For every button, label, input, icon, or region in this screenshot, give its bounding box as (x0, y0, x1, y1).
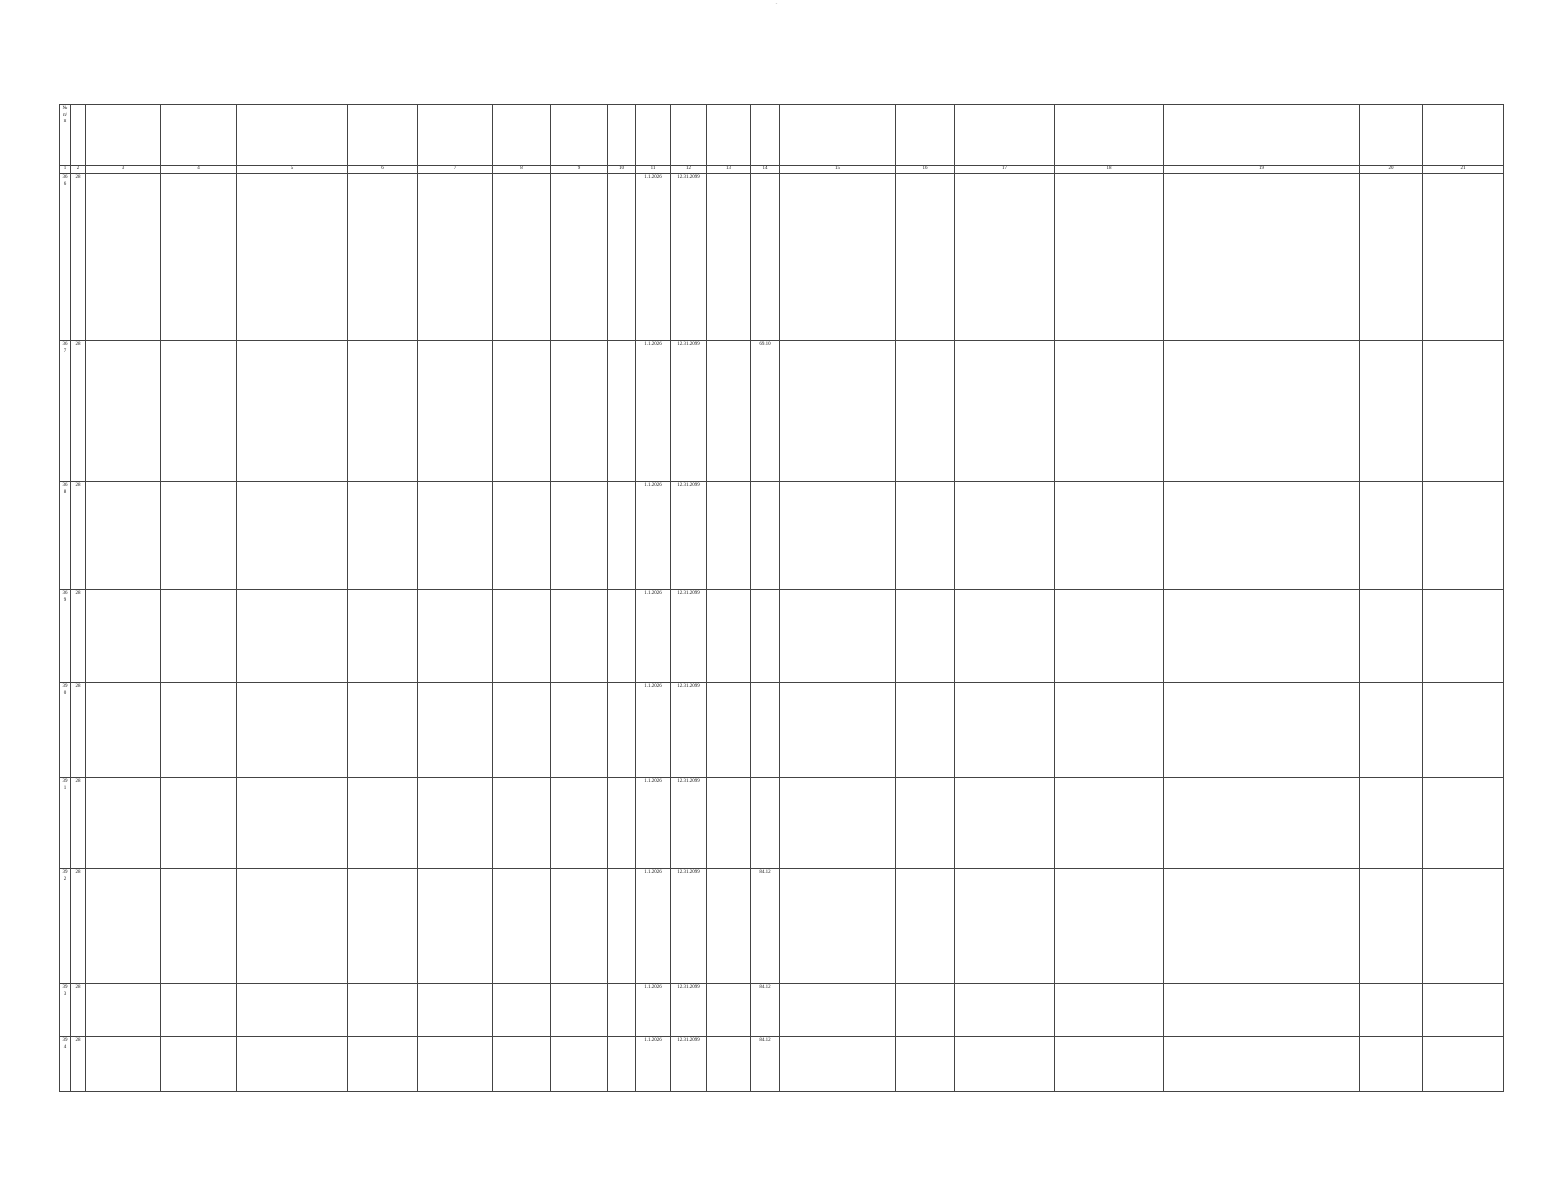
header-cell (551, 105, 608, 166)
table-cell (1423, 778, 1504, 869)
table-cell: 12.31.2099 (671, 174, 707, 341)
table-cell: 12.31.2099 (671, 869, 707, 984)
table-cell (1055, 869, 1164, 984)
header-cell (161, 105, 237, 166)
table-cell (780, 341, 896, 482)
table-cell (780, 869, 896, 984)
table-cell (1360, 984, 1423, 1037)
table-cell (348, 683, 418, 778)
table-cell (1164, 778, 1360, 869)
table-cell (237, 1037, 348, 1092)
table-cell (955, 683, 1055, 778)
table-cell (608, 341, 636, 482)
table-cell (1164, 869, 1360, 984)
table-cell (780, 683, 896, 778)
table-cell (348, 590, 418, 683)
table-cell: 1.1.2026 (636, 341, 671, 482)
table-cell (896, 869, 955, 984)
table-cell (493, 869, 551, 984)
table-cell (86, 174, 161, 341)
table-cell (1164, 341, 1360, 482)
table-cell (955, 1037, 1055, 1092)
column-number-row (60, 166, 1504, 174)
table-cell: 12.31.2099 (671, 683, 707, 778)
table-cell (751, 778, 780, 869)
table-cell: 391 (60, 778, 71, 869)
table-cell (493, 482, 551, 590)
table-cell (493, 341, 551, 482)
table-cell (1055, 683, 1164, 778)
table-cell: 368 (60, 482, 71, 590)
table-cell: 28 (71, 174, 86, 341)
column-number-cell: 15 (780, 166, 896, 174)
table-cell (348, 341, 418, 482)
table-cell (551, 174, 608, 341)
table-cell (1360, 683, 1423, 778)
table-cell: 28 (71, 482, 86, 590)
table-cell (780, 174, 896, 341)
header-cell (1360, 105, 1423, 166)
table-cell (780, 984, 896, 1037)
table-cell (418, 590, 493, 683)
page-mark: - (775, 2, 778, 7)
table-cell (493, 683, 551, 778)
table-cell (418, 869, 493, 984)
table-cell (161, 869, 237, 984)
table-cell (551, 683, 608, 778)
table-cell (751, 590, 780, 683)
table-cell: 1.1.2026 (636, 174, 671, 341)
table-row (60, 341, 1504, 482)
table-cell (237, 174, 348, 341)
table-cell: 28 (71, 590, 86, 683)
table-cell (608, 174, 636, 341)
table-cell: 28 (71, 341, 86, 482)
table-cell: 1.1.2026 (636, 482, 671, 590)
table-cell (780, 590, 896, 683)
table-cell (1360, 1037, 1423, 1092)
table-cell (348, 869, 418, 984)
column-number-cell: 6 (348, 166, 418, 174)
table-cell (237, 984, 348, 1037)
table-cell (707, 984, 751, 1037)
registry-table (59, 104, 1504, 1092)
table-cell (1055, 341, 1164, 482)
header-cell (1055, 105, 1164, 166)
table-cell (896, 341, 955, 482)
header-cell (493, 105, 551, 166)
table-cell: 12.31.2099 (671, 778, 707, 869)
table-cell: 28 (71, 869, 86, 984)
column-number-cell: 14 (751, 166, 780, 174)
table-cell: 84.12 (751, 1037, 780, 1092)
table-cell (896, 174, 955, 341)
table-cell: 392 (60, 869, 71, 984)
table-cell (86, 778, 161, 869)
table-cell (551, 778, 608, 869)
header-cell (780, 105, 896, 166)
table-cell (707, 683, 751, 778)
table-cell (1360, 869, 1423, 984)
table-cell (1360, 590, 1423, 683)
header-cell (1423, 105, 1504, 166)
table-cell (418, 984, 493, 1037)
table-cell (896, 778, 955, 869)
table-cell: 12.31.2099 (671, 984, 707, 1037)
table-cell (1055, 174, 1164, 341)
table-cell (608, 778, 636, 869)
table-row (60, 174, 1504, 341)
table-cell (161, 482, 237, 590)
column-number-cell: 2 (71, 166, 86, 174)
header-cell (1164, 105, 1360, 166)
column-number-cell: 5 (237, 166, 348, 174)
table-cell: 12.31.2099 (671, 590, 707, 683)
table-cell (1360, 174, 1423, 341)
header-cell (418, 105, 493, 166)
table-cell (707, 590, 751, 683)
table-cell: 12.31.2099 (671, 1037, 707, 1092)
table-cell (161, 174, 237, 341)
table-cell (1164, 174, 1360, 341)
table-body (60, 174, 1504, 1092)
column-number-cell: 11 (636, 166, 671, 174)
table-cell (86, 590, 161, 683)
header-cell (751, 105, 780, 166)
table-cell (955, 590, 1055, 683)
table-row (60, 869, 1504, 984)
column-number-cell: 3 (86, 166, 161, 174)
table-cell (707, 174, 751, 341)
column-number-cell: 1 (60, 166, 71, 174)
column-number-cell: 4 (161, 166, 237, 174)
table-cell (1055, 590, 1164, 683)
table-cell (348, 482, 418, 590)
table-cell: 1.1.2026 (636, 590, 671, 683)
table-cell (551, 984, 608, 1037)
column-number-cell: 17 (955, 166, 1055, 174)
table-cell (955, 984, 1055, 1037)
table-cell (86, 984, 161, 1037)
table-cell (608, 1037, 636, 1092)
table-cell (780, 778, 896, 869)
table-cell: 1.1.2026 (636, 683, 671, 778)
table-cell (161, 1037, 237, 1092)
table-row (60, 778, 1504, 869)
header-cell (71, 105, 86, 166)
table-cell: 12.31.2099 (671, 482, 707, 590)
table-cell (493, 590, 551, 683)
table-cell (1164, 683, 1360, 778)
header-cell (707, 105, 751, 166)
table-cell (896, 482, 955, 590)
table-cell: 393 (60, 984, 71, 1037)
table-cell (707, 1037, 751, 1092)
table-cell (161, 984, 237, 1037)
table-cell (780, 482, 896, 590)
table-cell (348, 984, 418, 1037)
table-cell (1423, 869, 1504, 984)
table-cell (551, 1037, 608, 1092)
table-cell (751, 683, 780, 778)
table-cell (955, 869, 1055, 984)
table-cell (237, 683, 348, 778)
table-cell (608, 683, 636, 778)
header-cell (608, 105, 636, 166)
table-cell (418, 174, 493, 341)
table-cell: 1.1.2026 (636, 1037, 671, 1092)
table-cell: 28 (71, 984, 86, 1037)
table-cell (608, 869, 636, 984)
table-cell (608, 590, 636, 683)
table-cell (896, 590, 955, 683)
table-cell (493, 1037, 551, 1092)
table-cell (237, 869, 348, 984)
table-cell: 390 (60, 683, 71, 778)
table-row (60, 984, 1504, 1037)
table-cell (707, 482, 751, 590)
table-cell (1360, 341, 1423, 482)
table-cell (780, 1037, 896, 1092)
table-cell (1423, 590, 1504, 683)
column-number-cell: 18 (1055, 166, 1164, 174)
table-cell: 1.1.2026 (636, 984, 671, 1037)
column-number-cell: 10 (608, 166, 636, 174)
table-cell (1164, 1037, 1360, 1092)
table-cell (608, 984, 636, 1037)
table-cell (493, 984, 551, 1037)
table-cell (1164, 590, 1360, 683)
column-number-cell: 9 (551, 166, 608, 174)
table-cell (551, 869, 608, 984)
table-cell (1360, 778, 1423, 869)
header-cell (86, 105, 161, 166)
table-cell (237, 482, 348, 590)
table-cell (1423, 683, 1504, 778)
table-cell (86, 869, 161, 984)
table-cell (161, 590, 237, 683)
table-cell (418, 482, 493, 590)
table-row (60, 683, 1504, 778)
table-cell: 84.12 (751, 869, 780, 984)
column-number-cell: 7 (418, 166, 493, 174)
table-cell (1055, 482, 1164, 590)
header-cell: № п/п (60, 105, 71, 166)
column-number-cell: 20 (1360, 166, 1423, 174)
header-cell (348, 105, 418, 166)
table-cell (348, 778, 418, 869)
table-cell (161, 683, 237, 778)
table-cell (896, 984, 955, 1037)
column-number-cell: 12 (671, 166, 707, 174)
table-cell: 366 (60, 174, 71, 341)
table-cell (751, 482, 780, 590)
table-cell (1423, 1037, 1504, 1092)
table-cell (1423, 174, 1504, 341)
table-cell (493, 174, 551, 341)
table-cell (707, 869, 751, 984)
table-cell (896, 1037, 955, 1092)
header-cell (955, 105, 1055, 166)
header-row (60, 105, 1504, 166)
table-cell: 367 (60, 341, 71, 482)
table-row (60, 482, 1504, 590)
table-cell (348, 1037, 418, 1092)
table-cell (551, 341, 608, 482)
table-cell (608, 482, 636, 590)
table-cell (551, 482, 608, 590)
table-cell (161, 778, 237, 869)
table-cell (161, 341, 237, 482)
table-cell: 69.10 (751, 341, 780, 482)
column-number-cell: 16 (896, 166, 955, 174)
table-cell (237, 341, 348, 482)
header-cell (237, 105, 348, 166)
table-cell (418, 778, 493, 869)
table-cell (237, 778, 348, 869)
table-cell (955, 482, 1055, 590)
column-number-cell: 19 (1164, 166, 1360, 174)
table-cell (1055, 984, 1164, 1037)
table-cell (348, 174, 418, 341)
table-cell (1164, 482, 1360, 590)
table-cell: 394 (60, 1037, 71, 1092)
table-cell: 1.1.2026 (636, 869, 671, 984)
table-cell: 28 (71, 683, 86, 778)
table-cell (707, 778, 751, 869)
table-cell (1055, 778, 1164, 869)
table-cell (955, 778, 1055, 869)
table-cell (1423, 984, 1504, 1037)
table-cell (493, 778, 551, 869)
table-cell (551, 590, 608, 683)
table-cell (237, 590, 348, 683)
table-cell (751, 174, 780, 341)
table-row (60, 1037, 1504, 1092)
table-row (60, 590, 1504, 683)
table-cell: 12.31.2099 (671, 341, 707, 482)
table-cell (86, 482, 161, 590)
header-cell (636, 105, 671, 166)
table-cell: 28 (71, 1037, 86, 1092)
table-cell (707, 341, 751, 482)
table-cell (1423, 482, 1504, 590)
header-cell (896, 105, 955, 166)
column-number-cell: 21 (1423, 166, 1504, 174)
table-cell (418, 1037, 493, 1092)
table-cell: 28 (71, 778, 86, 869)
table-cell (418, 683, 493, 778)
column-number-cell: 8 (493, 166, 551, 174)
column-number-cell: 13 (707, 166, 751, 174)
table-cell (86, 341, 161, 482)
table-cell: 84.12 (751, 984, 780, 1037)
table-cell (86, 683, 161, 778)
table-cell (1423, 341, 1504, 482)
table-cell (896, 683, 955, 778)
table-cell (418, 341, 493, 482)
table-cell (86, 1037, 161, 1092)
table-cell (1164, 984, 1360, 1037)
table-cell: 369 (60, 590, 71, 683)
table-cell (955, 174, 1055, 341)
table-cell: 1.1.2026 (636, 778, 671, 869)
table-cell (1360, 482, 1423, 590)
table-cell (955, 341, 1055, 482)
header-cell (671, 105, 707, 166)
table-cell (1055, 1037, 1164, 1092)
